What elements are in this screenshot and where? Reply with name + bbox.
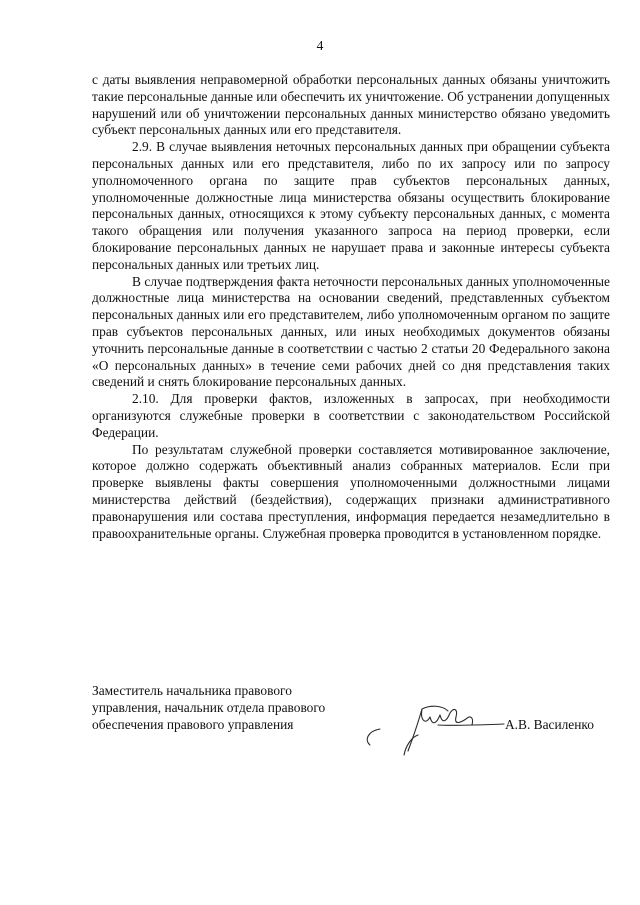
position-line: Заместитель начальника правового [92, 683, 292, 698]
paragraph-continuation: с даты выявления неправомерной обработки персональных данных обязаны уничтожить такие персональные данные или обеспечить их уничтожение. Об устранении допущенных нарушений или об уничтожении персональных данных министерство обязано уведомить субъект персональных данных или его представителя. [92, 72, 610, 138]
paragraph-correction: В случае подтверждения факта неточности персональных данных уполномоченные должностные лица министерства на основании сведений, представленных субъектом персональных данных или его представителем, либо уполномоченным органом по защите прав субъектов персональных данных, или иных необходимых документов обязаны уточнить персональные данные в соответствии с частью 2 статьи 20 Федерального закона «О персональных данных» в течение семи рабочих дней со дня представления таких сведений и снять блокирование персональных данных. [92, 273, 610, 390]
position-line: управления, начальник отдела правового [92, 699, 326, 715]
paragraph-2-10: 2.10. Для проверки фактов, изложенных в запросах, при необходимости организуются служебные проверки в соответствии с законодательством Российской Федерации. [92, 391, 610, 440]
paragraph-2-9: 2.9. В случае выявления неточных персональных данных при обращении субъекта персональных данных или его представителя, либо по их запросу или по запросу уполномоченного органа по защите прав субъектов персональных данных, уполномоченные должностные лица министерства обязаны осуществить блокирование персональных данных, относящихся к этому субъекту персональных данных, с момента такого обращения или получения указанного запроса на период проверки, если блокирование персональных данных не нарушает права и законные интересы субъекта персональных данных или третьих лиц. [92, 139, 610, 272]
position-line: обеспечения правового управления [92, 716, 294, 732]
signatory-position [92, 683, 352, 733]
page-number: 4 [316, 38, 324, 53]
paragraph-inspection-results: По результатам служебной проверки составляется мотивированное заключение, которое должно содержать объективный анализ собранных материалов. Если при проверке выявлены факты совершения уполномоченными должностными лицами министерства действий (бездействия), содержащих признаки административного правонарушения или состава преступления, информация передается незамедлительно в правоохранительные органы. Служебная проверка проводится в установленном порядке. [92, 441, 610, 541]
document-body [92, 72, 610, 542]
handwritten-signature [360, 695, 510, 760]
signatory-name: А.В. Василенко [505, 717, 594, 732]
